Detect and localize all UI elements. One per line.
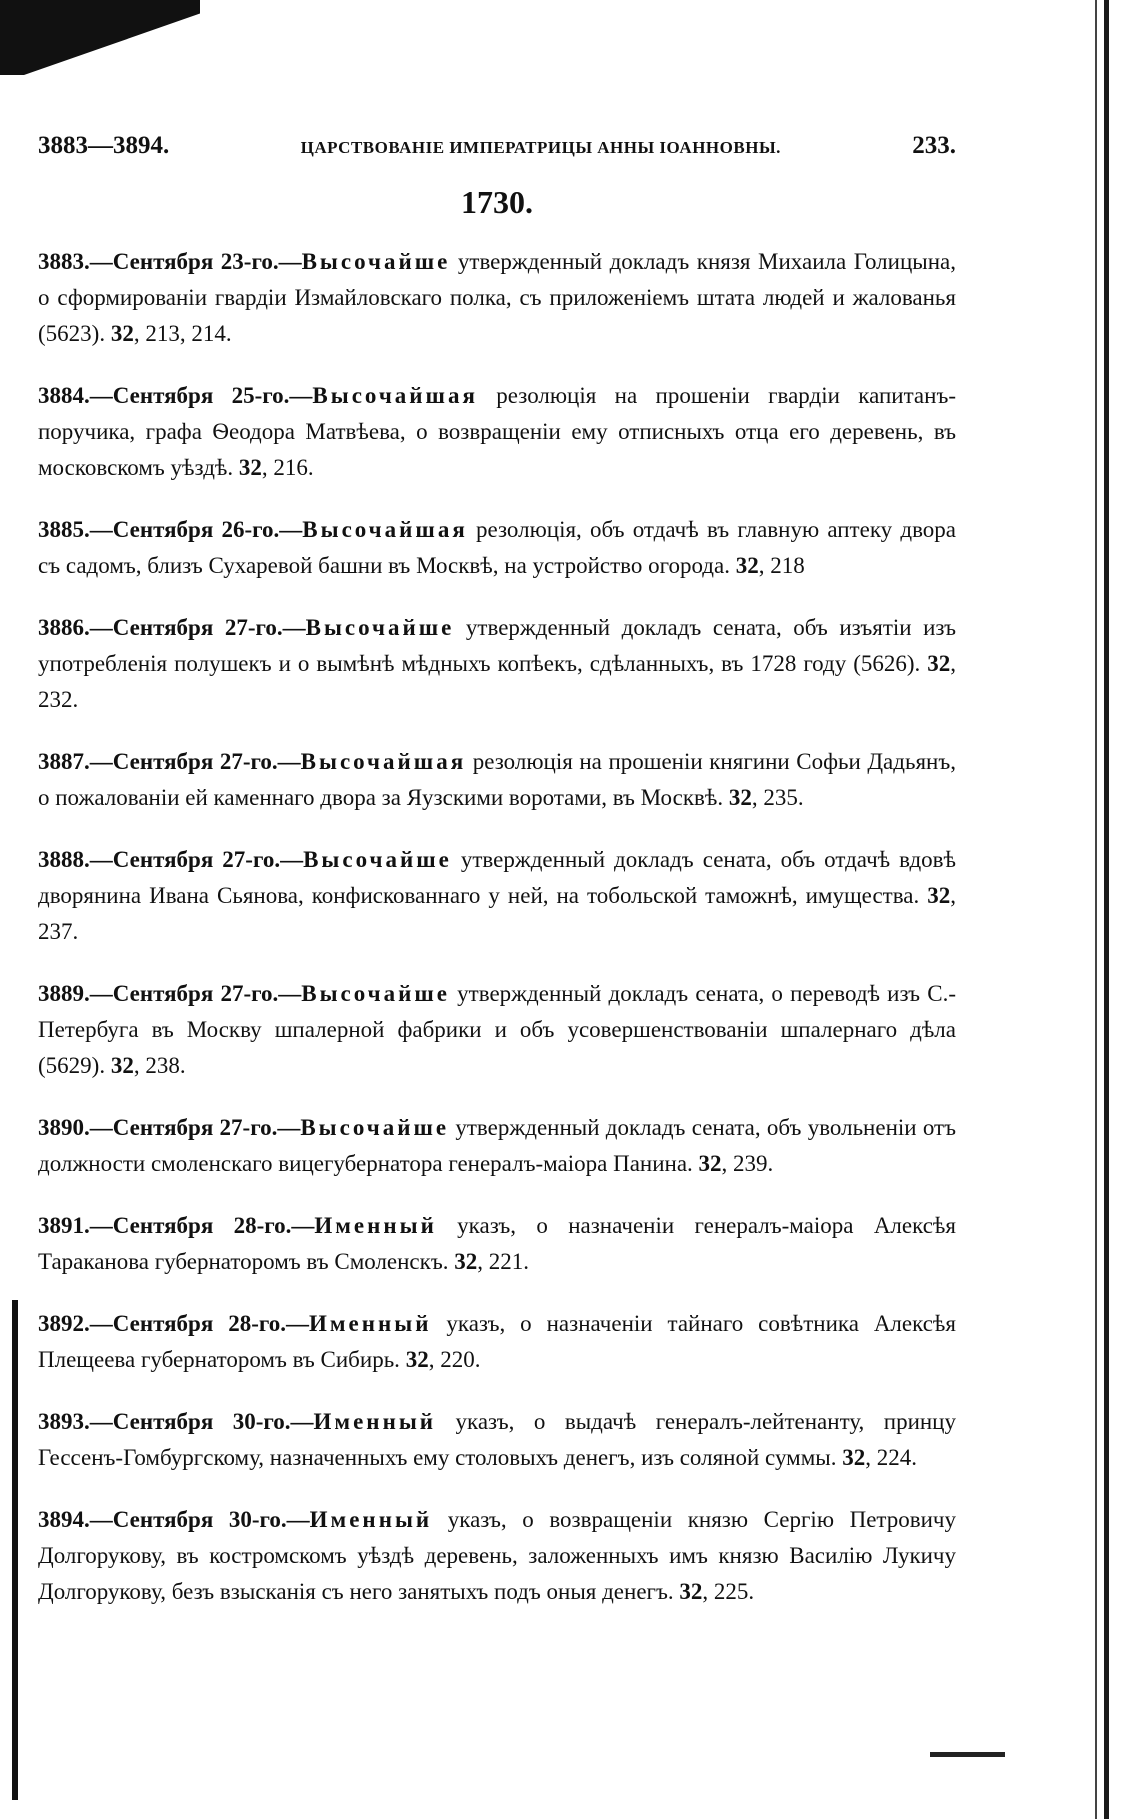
entry-pages: , 239. (721, 1151, 774, 1176)
entry-act-type: Именный (308, 1311, 432, 1336)
entry-volume: 32 (454, 1249, 478, 1274)
entry-number: 3888. (38, 847, 90, 872)
entry-text: указъ, о назначеніи генералъ-маіора Алексѣя Тараканова губернаторомъ въ Смоленскъ. (38, 1213, 956, 1274)
entry-date: —Сентября 27-го.— (89, 615, 306, 640)
law-entry (38, 610, 956, 718)
law-entry (38, 744, 956, 816)
entry-act-type: Именный (309, 1507, 433, 1532)
year-heading: 1730. (461, 184, 533, 220)
entry-text: резолюція на прошеніи гвардіи капитанъ-поручика, графа Ѳеодора Матвѣева, о возвращеніи ему отписныхъ отца его деревень, въ московскомъ уѣздѣ. (38, 383, 956, 480)
law-entry (38, 842, 956, 950)
entry-volume: 32 (110, 1053, 134, 1078)
entry-pages: , 238. (133, 1053, 186, 1078)
entry-act-type: Именный (314, 1213, 437, 1238)
entry-text: указъ, о возвращеніи князю Сергію Петровичу Долгорукову, въ костромскомъ уѣздѣ деревень, заложенныхъ имъ князю Василію Лукичу Долгорукову, безъ взысканія съ него занятыхъ подъ оныя денегъ. (38, 1507, 956, 1604)
entry-text: утвержденный докладъ сената, объ изъятіи изъ употребленія полушекъ и о вымѣнѣ мѣдныхъ копѣекъ, сдѣланныхъ, въ 1728 году (5626). (38, 615, 957, 676)
entry-act-type: Высочайше (301, 981, 450, 1006)
entry-date: —Сентября 27-го.— (89, 847, 304, 872)
law-entry (38, 1208, 956, 1280)
running-header (38, 132, 956, 160)
scan-edge-line (1095, 0, 1097, 1819)
entry-number: 3883. (38, 249, 90, 274)
entry-act-type: Высочайше (300, 1115, 450, 1140)
entry-volume: 32 (927, 883, 951, 908)
entry-pages: , 216. (261, 455, 314, 480)
entry-act-type: Высочайше (303, 847, 452, 872)
law-entry (38, 512, 956, 584)
entry-volume: 32 (735, 553, 759, 578)
entry-range: 3883—3894. (38, 132, 170, 159)
law-entry (38, 1404, 956, 1476)
entry-number: 3887. (38, 749, 90, 774)
law-entry (38, 1502, 956, 1610)
entry-act-type: Именный (313, 1409, 437, 1434)
scan-bottom-smudge (930, 1752, 1005, 1757)
entry-date: —Сентября 26-го.— (89, 517, 303, 542)
entry-text: указъ, о назначеніи тайнаго совѣтника Алексѣя Плещеева губернаторомъ въ Сибирь. (38, 1311, 956, 1372)
entry-date: —Сентября 27-го.— (89, 1115, 301, 1140)
running-title: ЦАРСТВОВАНІЕ ИМПЕРАТРИЦЫ АННЫ ІОАННОВНЫ. (300, 138, 781, 157)
entry-text: утвержденный докладъ сената, объ отдачѣ вдовѣ дворянина Ивана Сьянова, конфискованнаго у ней, на тобольской таможнѣ, имущества. (38, 847, 956, 908)
law-entry (38, 1306, 956, 1378)
entry-number: 3886. (38, 615, 90, 640)
scan-left-edge-bar (12, 1300, 18, 1800)
entry-pages: , 232. (38, 651, 956, 712)
entry-act-type: Высочайшая (300, 749, 467, 774)
entry-act-type: Высочайше (301, 249, 451, 274)
entry-text: указъ, о выдачѣ генералъ-лейтенанту, принцу Гессенъ-Гомбургскому, назначенныхъ ему столовыхъ денегъ, изъ соляной суммы. (38, 1409, 956, 1470)
entry-volume: 32 (238, 455, 262, 480)
entry-volume: 32 (405, 1347, 429, 1372)
entry-pages: , 218 (758, 553, 805, 578)
entry-date: —Сентября 27-го.— (89, 981, 302, 1006)
entry-date: —Сентября 28-го.— (89, 1213, 315, 1238)
entry-date: —Сентября 30-го.— (89, 1409, 314, 1434)
document-page (38, 132, 956, 1636)
entry-number: 3892. (38, 1311, 90, 1336)
entry-act-type: Высочайше (305, 615, 455, 640)
entry-text: утвержденный докладъ сената, о переводѣ изъ С.-Петербуга въ Москву шпалерной фабрики и объ усовершенствованіи шпалернаго дѣла (5629). (38, 981, 956, 1078)
entry-act-type: Высочайшая (312, 383, 478, 408)
scan-corner-artifact (0, 0, 200, 75)
entry-pages: , 225. (702, 1579, 755, 1604)
entry-number: 3885. (38, 517, 90, 542)
entry-text: утвержденный докладъ князя Михаила Голицына, о сформированіи гвардіи Измайловскаго полка, съ приложеніемъ штата людей и жалованья (5623). (38, 249, 956, 346)
entry-date: —Сентября 30-го.— (89, 1507, 310, 1532)
entry-number: 3884. (38, 383, 90, 408)
entry-date: —Сентября 23-го.— (89, 249, 302, 274)
entry-act-type: Высочайшая (302, 517, 468, 542)
entry-date: —Сентября 28-го.— (89, 1311, 309, 1336)
entry-text: утвержденный докладъ сената, объ увольненіи отъ должности смоленскаго вицегубернатора генералъ-маіора Панина. (38, 1115, 956, 1176)
entry-text: резолюція на прошеніи княгини Софьи Дадьянъ, о пожалованіи ей каменнаго двора за Яузскими воротами, въ Москвѣ. (38, 749, 956, 810)
page-number: 233. (912, 132, 956, 159)
law-entry (38, 976, 956, 1084)
entry-date: —Сентября 27-го.— (89, 749, 301, 774)
entry-number: 3889. (38, 981, 90, 1006)
entry-pages: , 221. (477, 1249, 529, 1274)
entry-pages: , 220. (428, 1347, 481, 1372)
entry-pages: , 237. (38, 883, 956, 944)
entry-date: —Сентября 25-го.— (89, 383, 313, 408)
entry-number: 3894. (38, 1507, 90, 1532)
law-entry (38, 244, 956, 352)
entry-pages: , 224. (865, 1445, 917, 1470)
entry-volume: 32 (698, 1151, 722, 1176)
entry-text: резолюція, объ отдачѣ въ главную аптеку двора съ садомъ, близъ Сухаревой башни въ Москвѣ, на устройство огорода. (38, 517, 956, 578)
law-entry (38, 1110, 956, 1182)
entry-pages: , 213, 214. (133, 321, 232, 346)
entry-number: 3890. (38, 1115, 90, 1140)
entries-list (38, 244, 956, 1610)
entry-volume: 32 (842, 1445, 866, 1470)
law-entry (38, 378, 956, 486)
entry-volume: 32 (927, 651, 951, 676)
entry-volume: 32 (728, 785, 752, 810)
entry-number: 3893. (38, 1409, 90, 1434)
entry-volume: 32 (110, 321, 134, 346)
entry-pages: , 235. (751, 785, 804, 810)
entry-volume: 32 (679, 1579, 703, 1604)
entry-number: 3891. (38, 1213, 90, 1238)
scan-edge-bar (1104, 0, 1109, 1819)
